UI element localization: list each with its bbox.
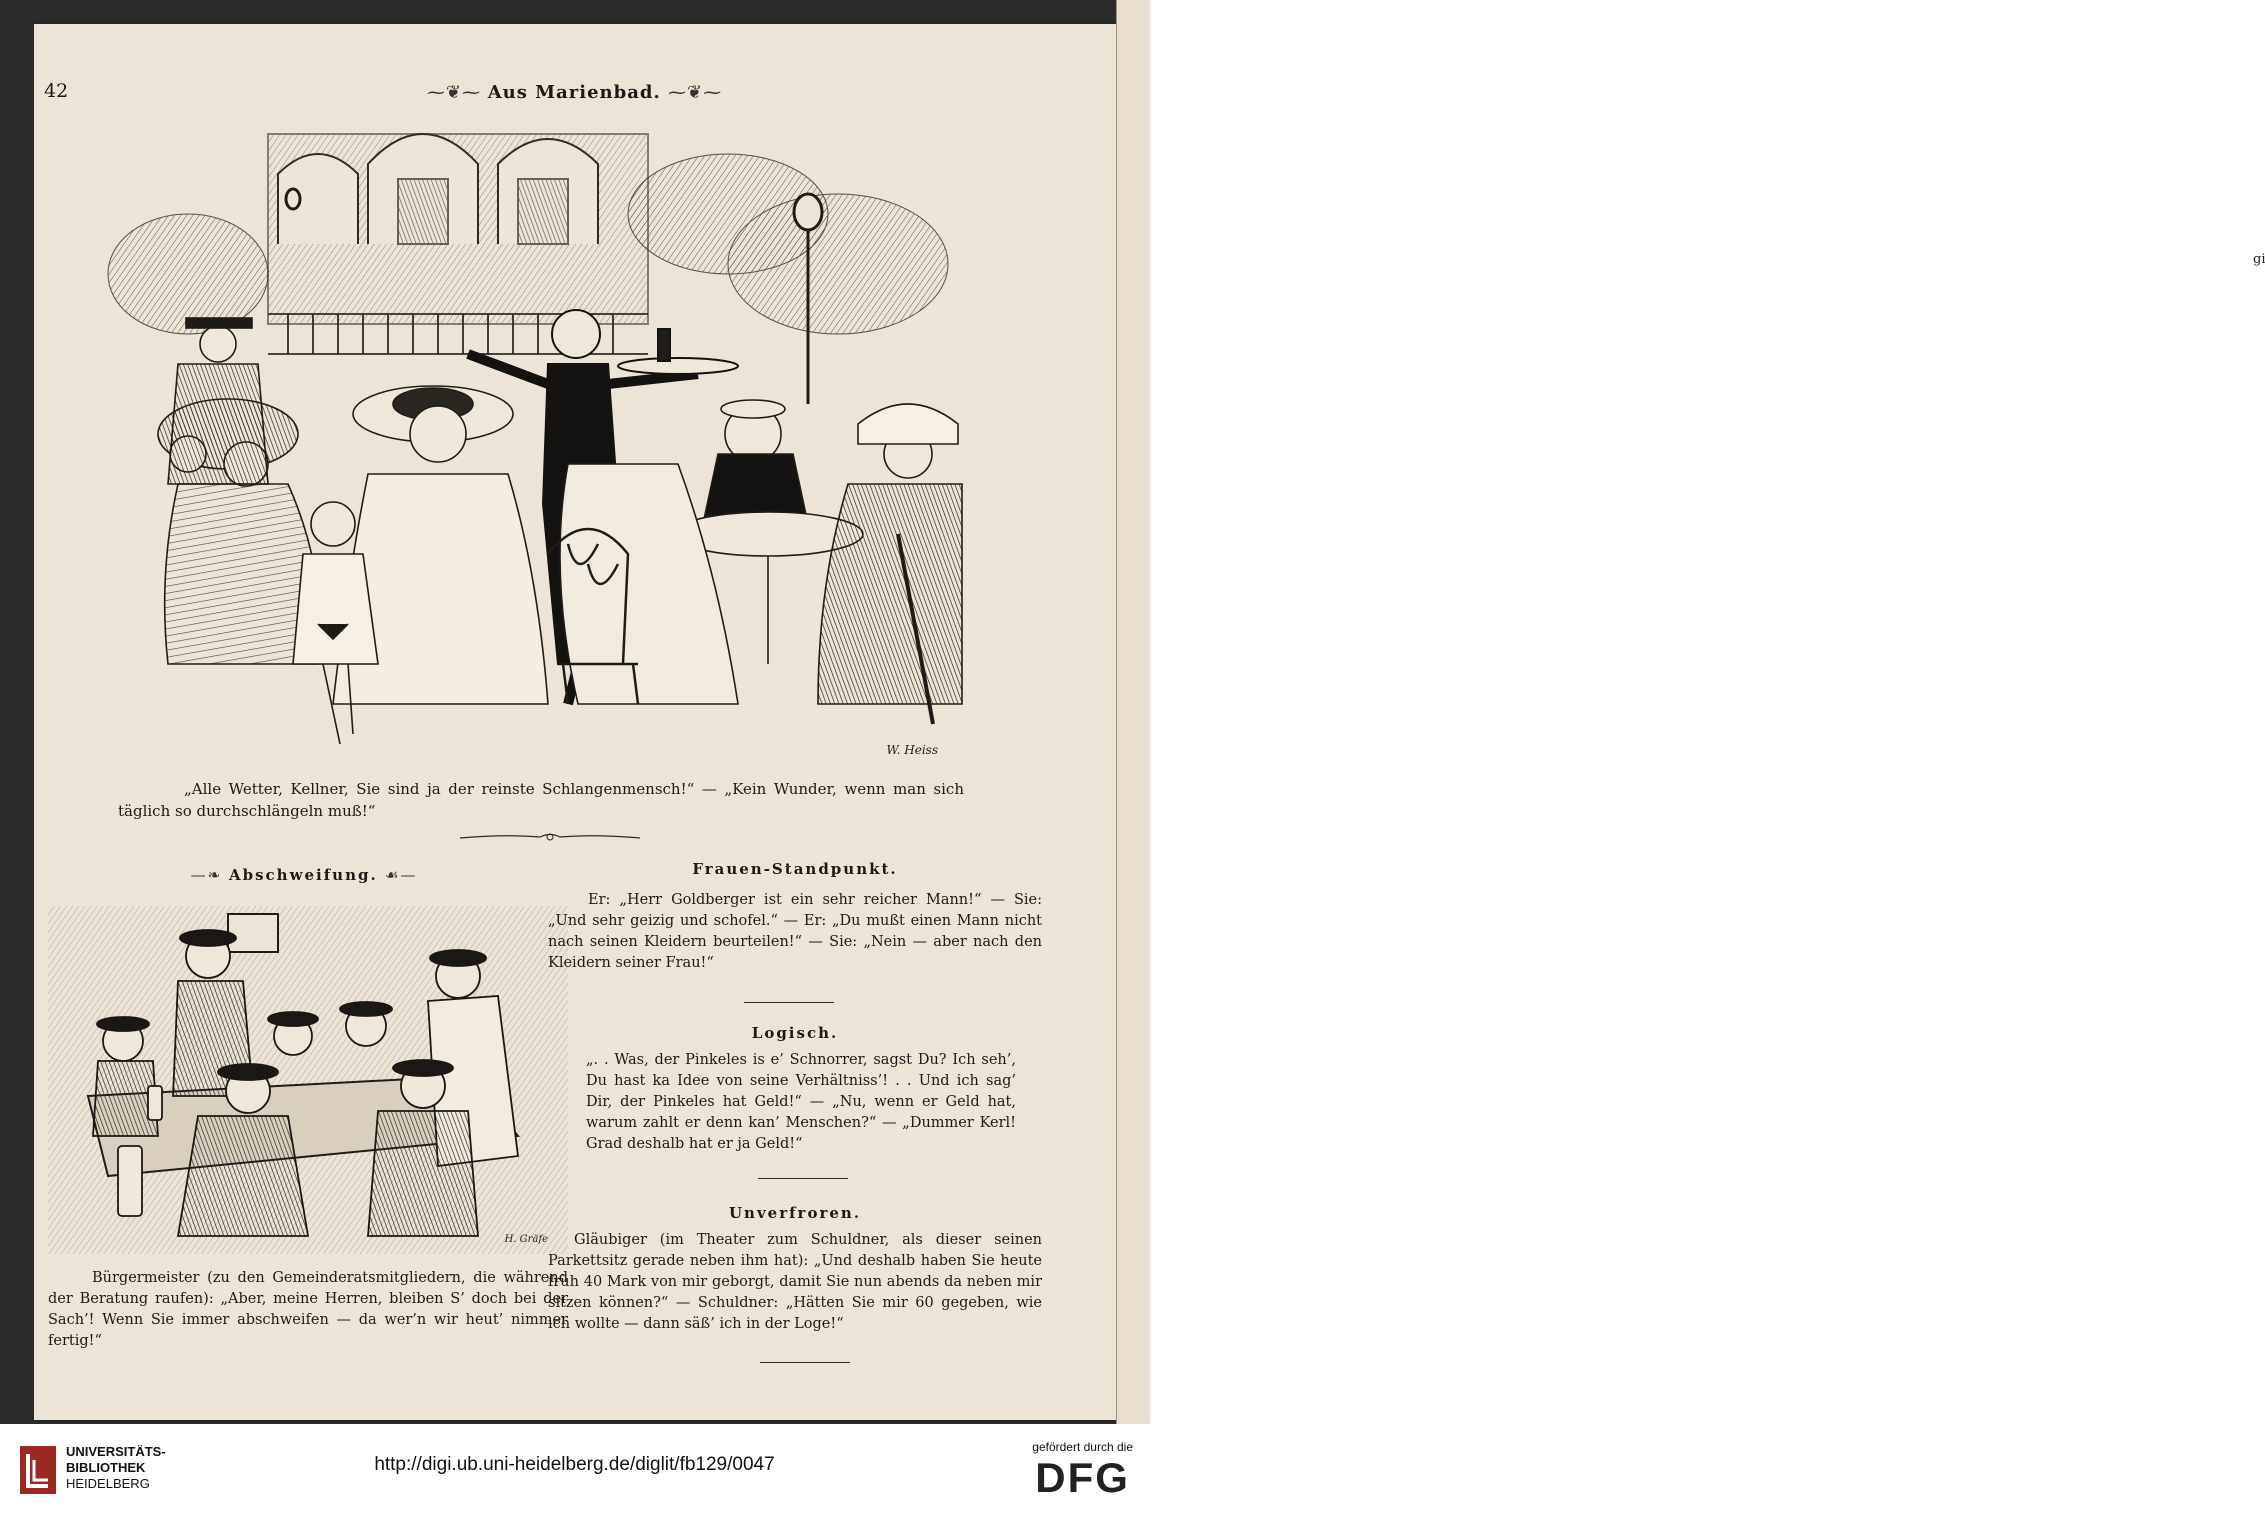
section-heading-frauen-standpunkt: Frauen-Standpunkt.: [692, 860, 898, 878]
section-heading-abschweifung: [92, 866, 516, 884]
section-rule: [760, 1362, 850, 1363]
heading-flourish-right-icon: ☙—: [384, 866, 418, 884]
funding-label: gefördert durch die: [1032, 1440, 1133, 1454]
section-heading-logisch: Logisch.: [751, 1024, 839, 1042]
viewer-footer: [0, 1424, 1149, 1516]
library-name-line: UNIVERSITÄTS-: [66, 1444, 166, 1459]
cafe-terrace-drawing: [118, 104, 962, 776]
flourish-right-icon: ⁓❦⁓: [668, 82, 723, 103]
council-brawl-drawing: [48, 906, 568, 1254]
ornamental-divider-icon: [460, 832, 640, 842]
section-heading-text: Abschweifung.: [228, 866, 378, 884]
adjacent-page-text: gi: [2253, 252, 2265, 267]
flourish-left-icon: ⁓❦⁓: [426, 82, 488, 103]
running-header: [0, 82, 1149, 103]
section-text-unverfroren: Gläubiger (im Theater zum Schuldner, als dieser seinen Parkettsitz gerade neben ihm hat): „Und deshalb haben Sie heute früh 40 Mark von mir geborgt, damit Sie nun abends da neben mir sitzen können?“ — Schuldner: „Hätten Sie mir 60 gegeben, wie ich wollte — dann säß’ ich in der Loge!“: [548, 1232, 1042, 1332]
artist-signature-bottom: H. Gräfe: [504, 1234, 548, 1245]
heading-flourish-left-icon: —❧: [190, 866, 229, 884]
section-text-logisch: „. . Was, der Pinkeles is e’ Schnorrer, sagst Du? Ich seh’, Du hast ka Idee von seine Verhältniss’! . . Und ich sag’ Dir, der Pinkeles hat Geld!“ — „Nu, wenn er Geld hat, warum zahlt er denn kan’ Menschen?“ — „Dummer Kerl! Grad deshalb hat er ja Geld!“: [586, 1052, 1016, 1152]
wall-picture: [228, 914, 278, 952]
running-header-title: Aus Marienbad.: [487, 82, 661, 103]
artist-signature-top: W. Heiss: [886, 743, 938, 757]
section-heading-unverfroren: Unverfroren.: [728, 1204, 862, 1222]
permalink-url[interactable]: http://digi.ub.uni-heidelberg.de/diglit/fb129/0047: [374, 1454, 775, 1475]
council-brawl-illustration: [48, 906, 568, 1254]
section-rule: [758, 1178, 848, 1179]
top-illustration-caption: „Alle Wetter, Kellner, Sie sind ja der reinste Schlangenmensch!“ — „Kein Wunder, wenn man sich täglich so durchschlängeln muß!“: [118, 780, 964, 820]
page-number: 42: [44, 80, 69, 102]
funding-notice: [1032, 1440, 1133, 1502]
adjacent-page-edge: [1116, 0, 2265, 1424]
cafe-terrace-illustration: [118, 104, 962, 776]
library-name-line: HEIDELBERG: [66, 1476, 150, 1491]
funder-logo: DFG: [1035, 1454, 1130, 1501]
section-rule: [744, 1002, 834, 1003]
library-name-line: BIBLIOTHEK: [66, 1460, 146, 1475]
arcade-building: [268, 134, 648, 324]
section-text-frauen-standpunkt: Er: „Herr Goldberger ist ein sehr reicher Mann!“ — Sie: „Und sehr geizig und schofel.“ — Er: „Du mußt einen Mann nicht nach seinen Kleidern beurteilen!“ — Sie: „Nein — aber nach den Kleidern seiner Frau!“: [548, 892, 1042, 971]
bottom-illustration-caption: Bürgermeister (zu den Gemeinderatsmitgliedern, die während der Beratung raufen): „Aber, meine Herren, bleiben S’ doch bei der Sach’! Wenn Sie immer abschweifen — da wer’n wir heut’ nimmer fertig!“: [48, 1270, 568, 1349]
